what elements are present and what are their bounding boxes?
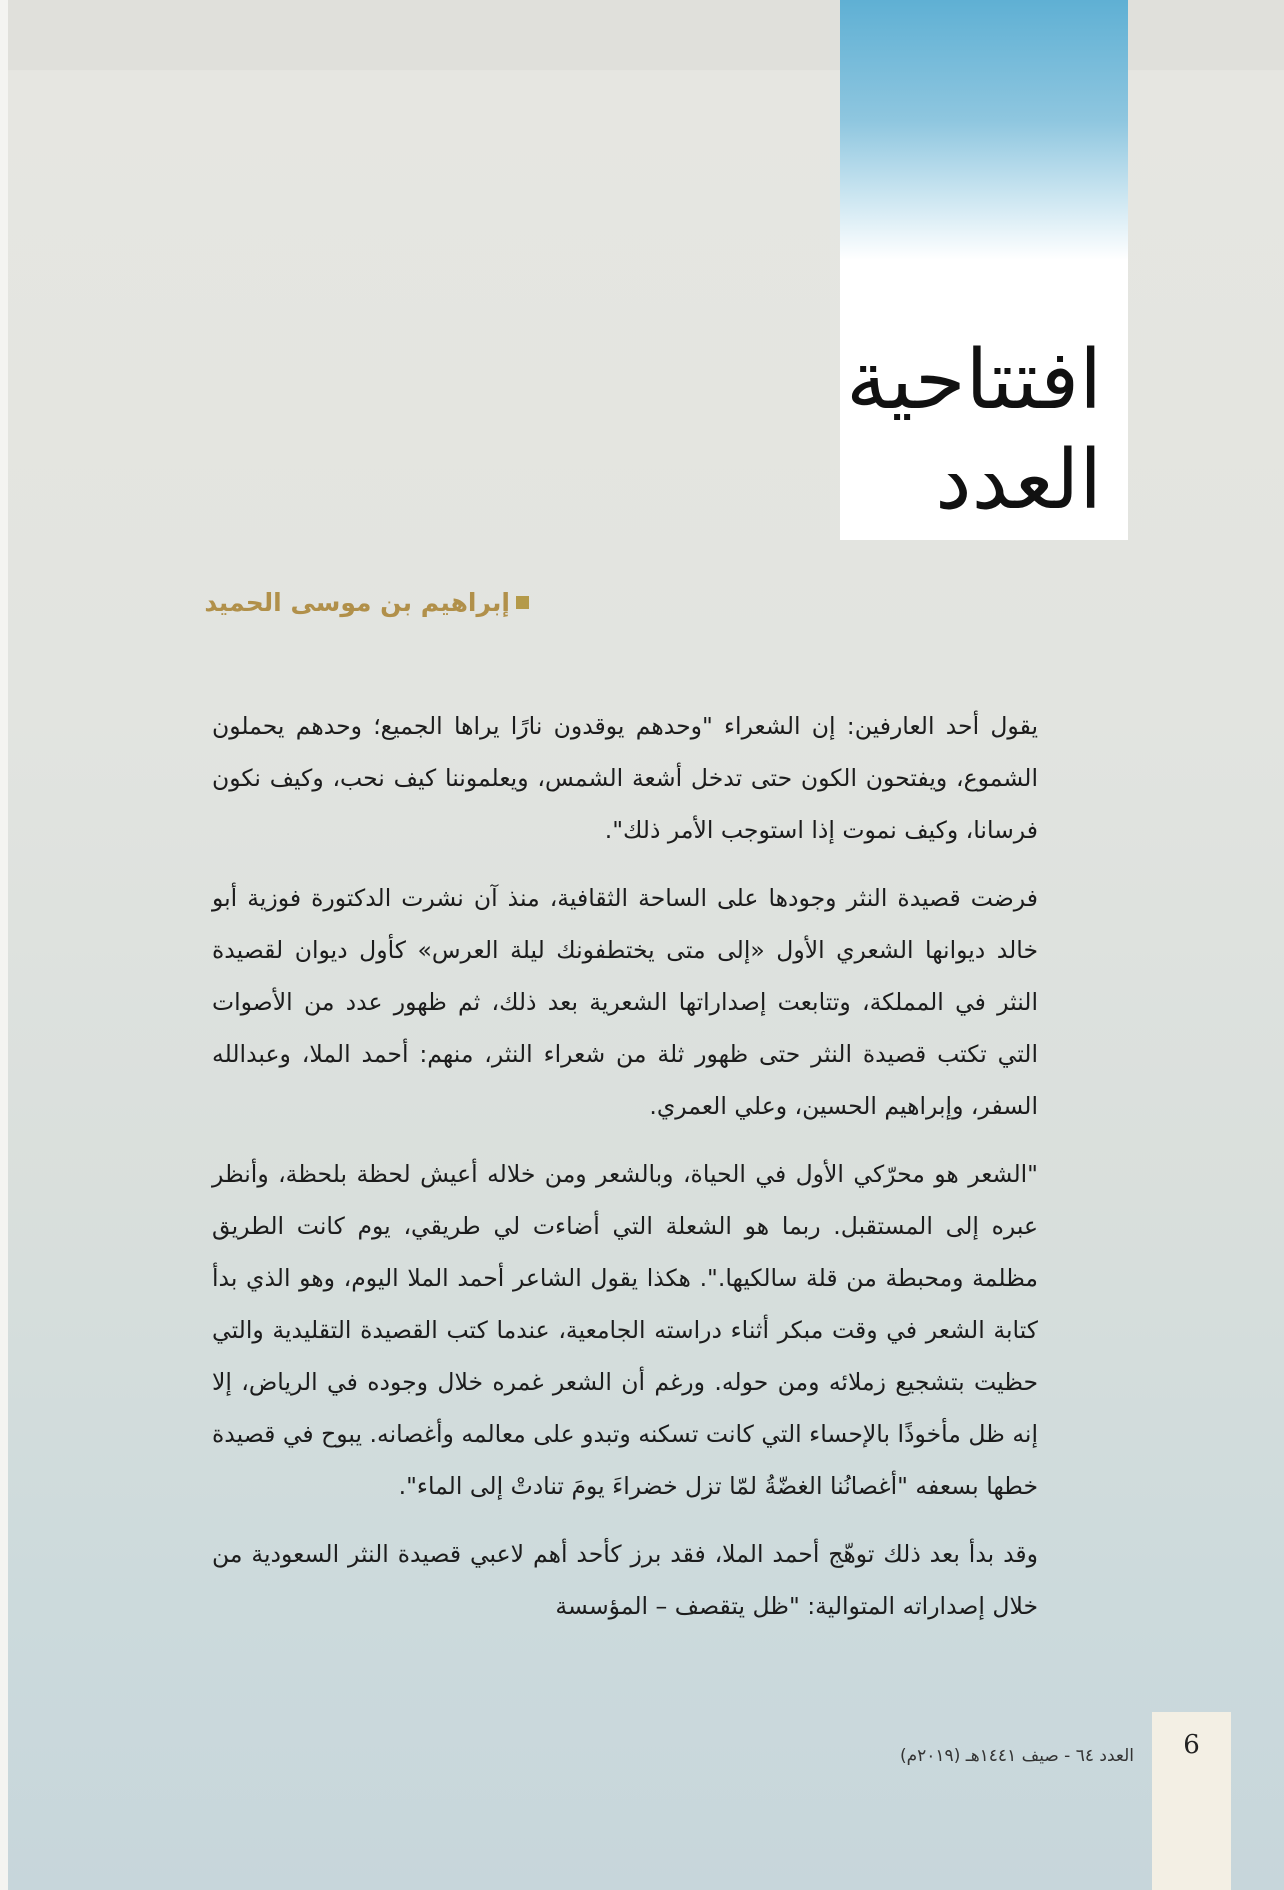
issue-info: العدد ٦٤ - صيف ١٤٤١هـ (٢٠١٩م) [899,1746,1134,1766]
title-line-2: العدد [935,433,1102,528]
paragraph-4: وقد بدأ بعد ذلك توهّج أحمد الملا، فقد برز كأحد أهم لاعبي قصيدة النثر السعودية من خلال إصداراته المتوالية: "ظل يتقصف – المؤسسة [212,1540,1038,1620]
page-edge [0,0,8,1890]
paragraph-3: "الشعر هو محرّكي الأول في الحياة، وبالشعر ومن خلاله أعيش لحظة بلحظة، وأنظر عبره إلى المستقبل. ربما هو الشعلة التي أضاءت لي طريقي، يوم كانت الطريق مظلمة ومحبطة من قلة سالكيها.". هكذا يقول الشاعر أحمد الملا اليوم، وهو الذي بدأ كتابة الشعر في وقت مبكر أثناء دراسته الجامعية، عندما كتب القصيدة التقليدية والتي حظيت بتشجيع زملائه ومن حوله. ورغم أن الشعر غمره خلال وجوده في الرياض، إلا إنه ظل مأخوذًا بالإحساء التي كانت تسكنه وتبدو على معالمه وأغصانه. يبوح في قصيدة خطها بسعفه "أغصانُنا الغضّةُ لمّا تزل خضراءَ يومَ تنادتْ إلى الماء". [212,1160,1038,1500]
square-bullet-icon [516,596,529,609]
paragraph-2: فرضت قصيدة النثر وجودها على الساحة الثقافية، منذ آن نشرت الدكتورة فوزية أبو خالد ديوانها الشعري الأول «إلى متى يختطفونك ليلة العرس» كأول ديوان لقصيدة النثر في المملكة، وتتابعت إصداراتها الشعرية بعد ذلك، ثم ظهور عدد من الأصوات التي تكتب قصيدة النثر حتى ظهور ثلة من شعراء النثر، منهم: أحمد الملا، وعبدالله السفر، وإبراهيم الحسين، وعلي العمري. [212,884,1038,1120]
title-line-1: افتتاحية [846,333,1102,428]
page-number: 6 [1183,1730,1200,1760]
author-name: إبراهيم بن موسى الحميد [204,588,510,617]
title-box [840,0,1128,540]
paragraph-1: يقول أحد العارفين: إن الشعراء "وحدهم يوقدون نارًا يراها الجميع؛ وحدهم يحملون الشموع، ويفتحون الكون حتى تدخل أشعة الشمس، ويعلموننا كيف نحب، وكيف نكون فرسانا، وكيف نموت إذا استوجب الأمر ذلك". [212,712,1038,844]
article-body [212,700,1038,1648]
author-byline [204,588,529,617]
